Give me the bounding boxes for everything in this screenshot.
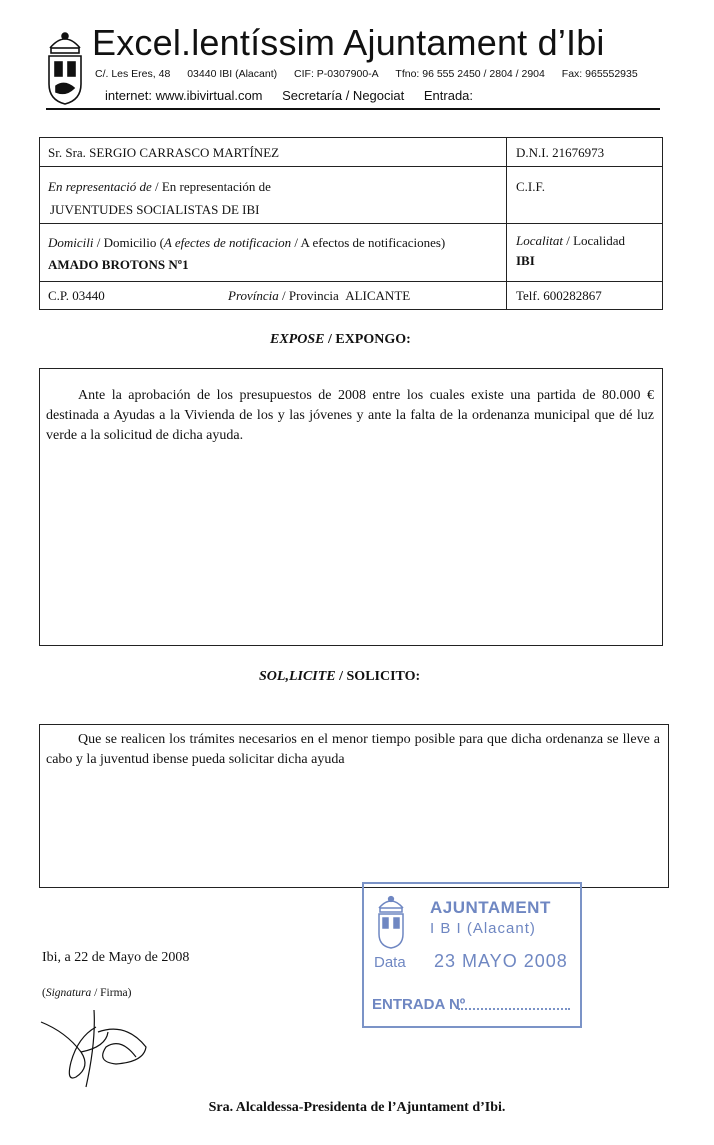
entry-stamp [362, 882, 582, 1028]
loc-label: / Localidad [562, 233, 626, 248]
cif: CIF: P-0307900-A [294, 68, 379, 80]
loc-label-it: Localitat [516, 233, 563, 248]
dom-label-it2: A efectes de notificacion [163, 235, 292, 250]
stamp-entrada: ENTRADA Nº [372, 996, 466, 1013]
divider [40, 223, 662, 224]
entry-label: Entrada: [423, 88, 474, 103]
solicito-box [39, 724, 669, 888]
institution-web [105, 88, 489, 103]
expose-text: Ante la aprobación de los presupuestos de 2008 entre los cuales existe una partida de 80.000 € destinada a Ayudas a la Vivienda de los y las jóvenes y ante la falta de la ordenanza municipal que dé luz verde a la solicitud de dicha ayuda. [46, 388, 654, 443]
addressee: Sra. Alcaldessa-Presidenta de l’Ajuntament d’Ibi. [208, 1100, 506, 1115]
sig-label-it: Signatura [45, 987, 92, 999]
institution-contact [95, 68, 652, 80]
solicito-heading-rest: / SOLICITO: [335, 669, 421, 684]
signature-label [42, 987, 131, 999]
town-crest-icon [42, 26, 88, 106]
applicant-table [39, 137, 663, 310]
stamp-entry-line [458, 1008, 570, 1010]
postal: 03440 IBI (Alacant) [187, 68, 278, 80]
solicito-text: Que se realicen los trámites necesarios en el menor tiempo posible para que dicha ordenanza se lleve a cabo y la juventud ibense pueda solicitar dicha ayuda [46, 732, 660, 767]
cif-label: C.I.F. [516, 179, 545, 194]
institution-title: Excel.lentíssim Ajuntament d’Ibi [92, 22, 605, 63]
fax: Fax: 965552935 [561, 68, 638, 80]
domicile-label [48, 235, 445, 251]
locality-label [516, 233, 625, 249]
place-date: Ibi, a 22 de Mayo de 2008 [42, 950, 190, 965]
stamp-line2: I B I (Alacant) [430, 920, 536, 937]
dni: D.N.I. 21676973 [516, 145, 605, 160]
website: internet: www.ibivirtual.com [105, 88, 263, 103]
solicito-heading-it: SOL,LICITE [259, 669, 336, 684]
prov-label: / Provincia [278, 288, 339, 303]
expose-heading-it: EXPOSE [270, 332, 325, 347]
divider [40, 281, 662, 282]
representation-label [48, 179, 271, 195]
postal-code: C.P. 03440 [48, 288, 105, 303]
province [228, 288, 410, 304]
applicant-name-row [48, 145, 279, 161]
name-label: Sr. Sra. [48, 145, 86, 160]
expose-heading-rest: / EXPONGO: [324, 332, 411, 347]
locality-value: IBI [516, 253, 535, 268]
stamp-date: 23 MAYO 2008 [434, 951, 568, 971]
phones: Tfno: 96 555 2450 / 2804 / 2904 [395, 68, 545, 80]
stamp-crest-icon [374, 892, 408, 950]
header-divider [46, 108, 660, 110]
prov-value: ALICANTE [345, 288, 411, 303]
address: C/. Les Eres, 48 [95, 68, 171, 80]
stamp-line1: AJUNTAMENT [430, 898, 551, 917]
representation-value: JUVENTUDES SOCIALISTAS DE IBI [50, 202, 260, 217]
expose-box [39, 368, 663, 646]
phone: Telf. 600282867 [516, 288, 602, 303]
department: Secretaría / Negociat [282, 88, 405, 103]
domicile-value: AMADO BROTONS Nº1 [48, 257, 189, 272]
prov-label-it: Província [228, 288, 279, 303]
dom-label-mid: / Domicilio ( [93, 235, 164, 250]
sig-label-rest: / Firma) [91, 987, 132, 999]
rep-label: / En representación de [151, 179, 271, 194]
expose-heading [270, 332, 411, 348]
rep-label-it: En representació de [48, 179, 152, 194]
dom-label-end: / A efectos de notificaciones) [291, 235, 446, 250]
dom-label-it: Domicili [48, 235, 94, 250]
name-value: SERGIO CARRASCO MARTÍNEZ [89, 145, 280, 160]
signature-scrawl [36, 1002, 156, 1092]
solicito-heading [259, 669, 420, 685]
sig-open: ( [42, 987, 46, 999]
stamp-data-label: Data [374, 954, 406, 971]
divider [506, 138, 507, 310]
divider [40, 166, 662, 167]
